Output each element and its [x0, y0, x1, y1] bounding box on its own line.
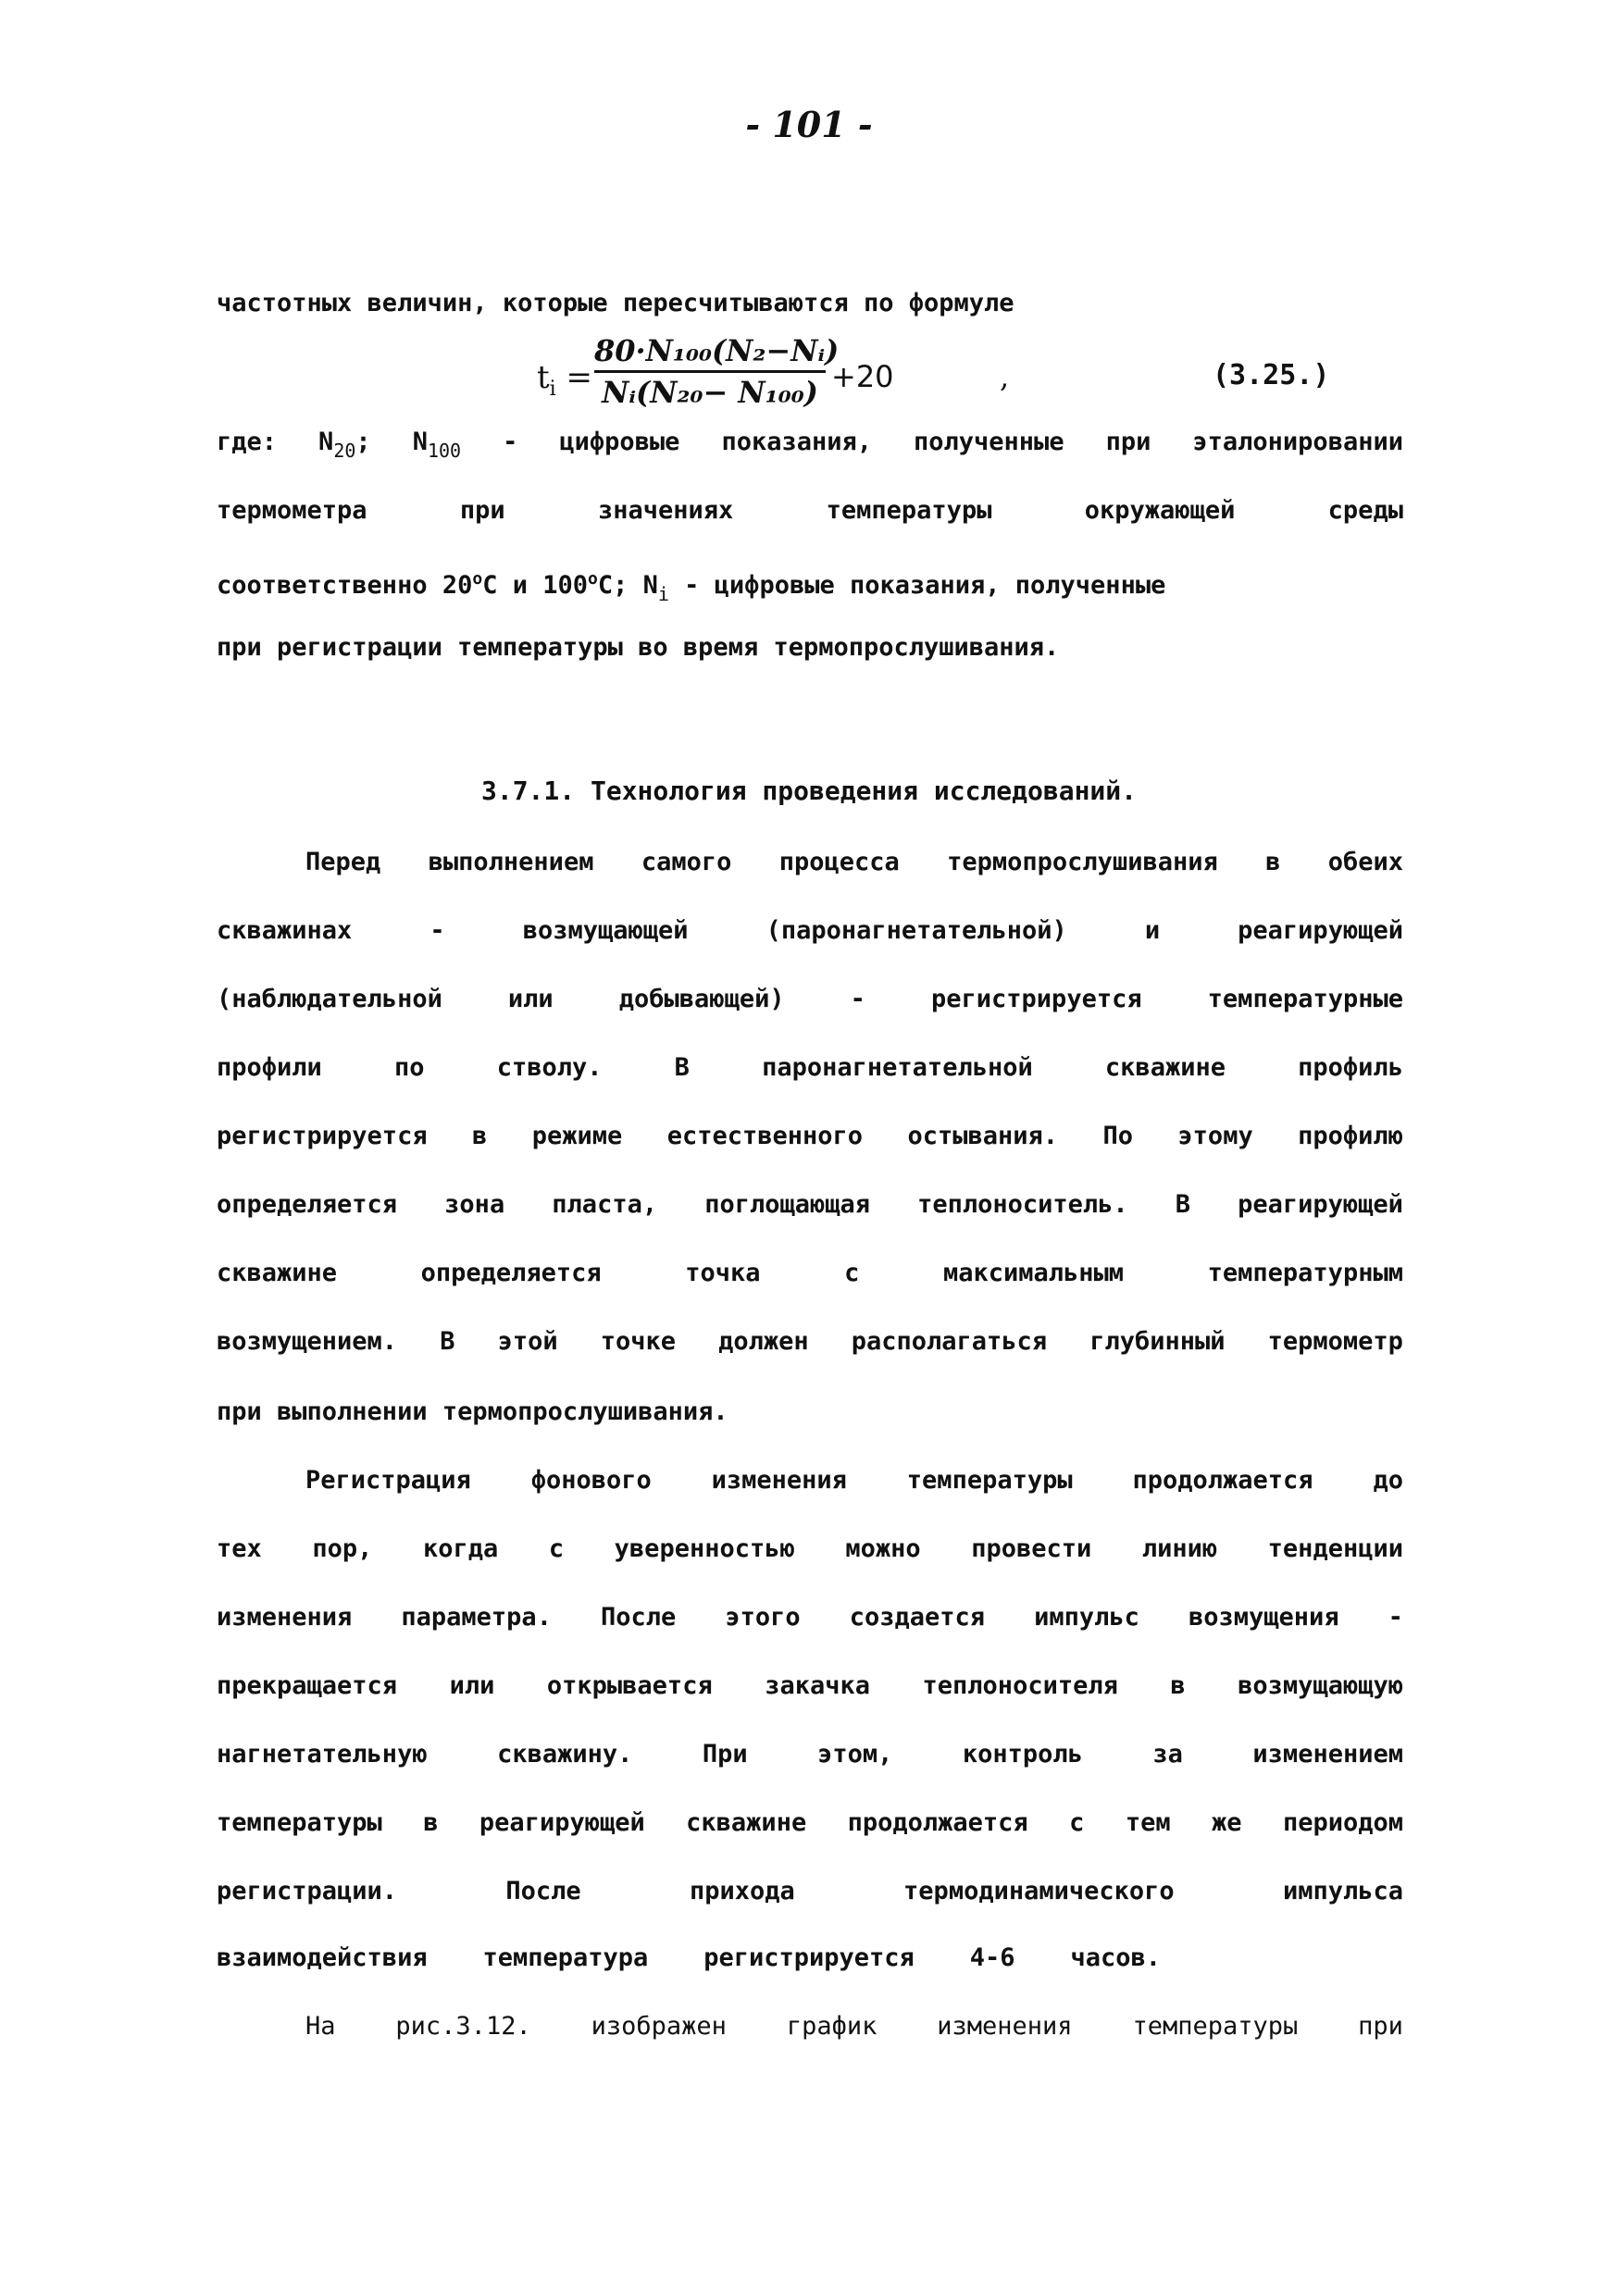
formula-numerator: 80·N₁₀₀(N₂−Nᵢ) — [594, 333, 826, 373]
word: температурные — [1207, 985, 1403, 1013]
word: рис.3.12. — [395, 2012, 531, 2041]
word: изменения — [937, 2012, 1073, 2041]
text-line — [217, 1049, 1403, 1086]
word: параметра. — [401, 1603, 552, 1632]
word: регистрируется — [931, 985, 1142, 1013]
word: паронагнетательной — [762, 1053, 1033, 1082]
word: изменения — [217, 1603, 353, 1632]
word: можно — [845, 1534, 921, 1563]
word: открывается — [546, 1671, 713, 1700]
word: регистрируется — [217, 1122, 428, 1150]
where-line-4: при регистрации температуры во время термопрослушивания. — [217, 633, 1060, 662]
word: глубинный — [1089, 1327, 1226, 1356]
where-line-2 — [217, 492, 1403, 529]
word: скважинах — [217, 916, 353, 945]
word: определяется — [217, 1190, 398, 1219]
where-line-1 — [217, 424, 1403, 469]
word: В — [674, 1053, 690, 1082]
word: регистрации. — [217, 1877, 398, 1905]
word: при — [1358, 2012, 1403, 2041]
word: по — [393, 1053, 425, 1082]
word: или — [507, 985, 554, 1013]
text-line — [217, 1531, 1403, 1568]
word: полученные — [914, 428, 1064, 456]
word: уверенностью — [614, 1534, 795, 1563]
word: до — [1373, 1466, 1403, 1495]
equation-number: (3.25.) — [1213, 359, 1330, 391]
word: стволу. — [496, 1053, 603, 1082]
word: В — [440, 1327, 455, 1356]
formula-3-25 — [537, 333, 1407, 435]
word: реагирующей — [1238, 916, 1403, 945]
word: - — [429, 916, 445, 945]
text-line — [217, 1186, 1403, 1223]
word: за — [1152, 1740, 1183, 1769]
word: в — [472, 1122, 488, 1150]
word: остывания. — [907, 1122, 1059, 1150]
word: скважине — [686, 1808, 807, 1837]
word: Перед — [305, 848, 381, 876]
text-line — [217, 912, 1403, 949]
word: термодинамического — [903, 1877, 1175, 1905]
word: (паронагнетательной) — [765, 916, 1067, 945]
word: располагаться — [851, 1327, 1048, 1356]
word: температуры — [906, 1466, 1073, 1495]
word: В — [1175, 1190, 1191, 1219]
word: точке — [600, 1327, 676, 1356]
formula-plus-term: +20 — [831, 359, 894, 394]
word: возмущающей — [522, 916, 689, 945]
formula-lhs: $t_i$ = — [537, 359, 593, 401]
word: эталонировании — [1192, 428, 1403, 456]
text-line — [217, 1118, 1403, 1155]
word: обеих — [1327, 848, 1403, 876]
word: После — [601, 1603, 677, 1632]
word: среды — [1327, 496, 1403, 525]
word: тенденции — [1267, 1534, 1403, 1563]
word: фонового — [530, 1466, 652, 1495]
word: температурным — [1207, 1259, 1403, 1287]
word: Регистрация — [305, 1466, 471, 1495]
word: добывающей) — [618, 985, 785, 1013]
word: с — [1069, 1808, 1085, 1837]
text-line — [217, 981, 1403, 1018]
word: этому — [1177, 1122, 1253, 1150]
word: показания, — [721, 428, 872, 456]
word: скважине — [1104, 1053, 1226, 1082]
word: скважине — [217, 1259, 338, 1287]
word: профилю — [1298, 1122, 1403, 1150]
text-line — [217, 1736, 1403, 1773]
word: изменением — [1252, 1740, 1403, 1769]
word: этого — [725, 1603, 801, 1632]
word: выполнением — [428, 848, 594, 876]
word: возмущения — [1189, 1603, 1339, 1632]
word: температура — [482, 1943, 649, 1972]
intro-line: частотных величин, которые пересчитываются по формуле — [217, 289, 1014, 317]
word: создается — [849, 1603, 986, 1632]
word: зона — [444, 1190, 505, 1219]
word: теплоноситель. — [917, 1190, 1128, 1219]
word: при — [459, 496, 505, 525]
word: в — [423, 1808, 439, 1837]
word: график — [786, 2012, 877, 2041]
word: или — [449, 1671, 495, 1700]
section-heading: 3.7.1. Технология проведения исследований. — [480, 776, 1137, 806]
text-line — [217, 1805, 1403, 1842]
word: пор, — [312, 1534, 373, 1563]
word: цифровые — [559, 428, 680, 456]
word: прекращается — [217, 1671, 398, 1700]
word: когда — [422, 1534, 499, 1563]
word: провести — [971, 1534, 1092, 1563]
word: режиме — [531, 1122, 623, 1150]
word: пласта, — [552, 1190, 658, 1219]
word: закачка — [765, 1671, 871, 1700]
word: При — [702, 1740, 748, 1769]
word: максимальным — [942, 1259, 1125, 1287]
word: $N_{100}$ — [412, 428, 462, 462]
word: теплоносителя — [922, 1671, 1118, 1700]
text-line — [217, 1599, 1403, 1636]
word: термометра — [217, 496, 367, 525]
word: тех — [217, 1534, 262, 1563]
word: По — [1102, 1122, 1133, 1150]
word: температуры — [217, 1808, 382, 1837]
page-number: - 101 - — [745, 104, 873, 145]
word: На — [305, 2012, 336, 2041]
word: поглощающая — [704, 1190, 870, 1219]
word: периодом — [1282, 1808, 1403, 1837]
text-line — [217, 1873, 1403, 1910]
word: изображен — [591, 2012, 727, 2041]
word: значениях — [598, 496, 734, 525]
text-line — [217, 1255, 1403, 1292]
word: возмущающую — [1238, 1671, 1403, 1700]
word: с — [548, 1534, 565, 1563]
paragraph-1-last-line: при выполнении термопрослушивания. — [217, 1397, 728, 1426]
word: изменения — [711, 1466, 847, 1495]
word: контроль — [962, 1740, 1083, 1769]
formula-comma: , — [1000, 359, 1010, 394]
word: 4-6 — [969, 1943, 1015, 1972]
word: продолжается — [1132, 1466, 1313, 1495]
word: скважину. — [497, 1740, 633, 1769]
text-line — [217, 1323, 1403, 1360]
word: импульс — [1034, 1603, 1139, 1632]
formula-fraction — [594, 333, 840, 410]
word: в — [1170, 1671, 1186, 1700]
word: должен — [718, 1327, 809, 1356]
word: этом, — [817, 1740, 893, 1769]
word: в — [1265, 848, 1281, 876]
where-line-3: соответственно 20$^o$C и 100$^o$C; $N_i$ - цифровые показания, полученные — [217, 569, 1166, 605]
word: окружающей — [1084, 496, 1236, 525]
word: тем — [1125, 1808, 1171, 1837]
word: - — [850, 985, 865, 1013]
word: После — [505, 1877, 581, 1905]
word: нагнетательную — [217, 1740, 428, 1769]
word: возмущением. — [217, 1327, 398, 1356]
word: взаимодействия — [217, 1943, 428, 1972]
text-line — [217, 1668, 1403, 1705]
word: этой — [497, 1327, 558, 1356]
word: и — [1144, 916, 1161, 945]
formula-denominator: Nᵢ(N₂₀− N₁₀₀) — [602, 375, 818, 410]
text-line — [305, 1462, 1403, 1499]
word: часов. — [1070, 1943, 1161, 1972]
word: термометр — [1267, 1327, 1403, 1356]
word: с — [844, 1259, 860, 1287]
word: продолжается — [847, 1808, 1028, 1837]
word: температуры — [1132, 2012, 1299, 2041]
word: (наблюдательной — [217, 985, 442, 1013]
word: где: — [217, 428, 278, 456]
word: температуры — [826, 496, 992, 525]
word: естественного — [666, 1122, 864, 1150]
word: импульса — [1282, 1877, 1403, 1905]
word: же — [1212, 1808, 1242, 1837]
text-line — [305, 844, 1403, 881]
word: - — [503, 428, 518, 456]
word: прихода — [689, 1877, 795, 1905]
word: определяется — [420, 1259, 602, 1287]
word: профили — [217, 1053, 322, 1082]
word: процесса — [778, 848, 900, 876]
paragraph-2-last-line — [217, 1940, 1161, 1977]
word: - — [1388, 1603, 1403, 1632]
word: профиль — [1298, 1053, 1403, 1082]
word: $N_{20}$; — [318, 428, 371, 462]
word: при — [1105, 428, 1151, 456]
word: самого — [641, 848, 732, 876]
word: реагирующей — [1238, 1190, 1403, 1219]
paragraph-3-first-line — [305, 2008, 1403, 2045]
word: точка — [685, 1259, 761, 1287]
word: линию — [1141, 1534, 1218, 1563]
word: реагирующей — [479, 1808, 645, 1837]
word: термопрослушивания — [947, 848, 1218, 876]
word: регистрируется — [703, 1943, 915, 1972]
